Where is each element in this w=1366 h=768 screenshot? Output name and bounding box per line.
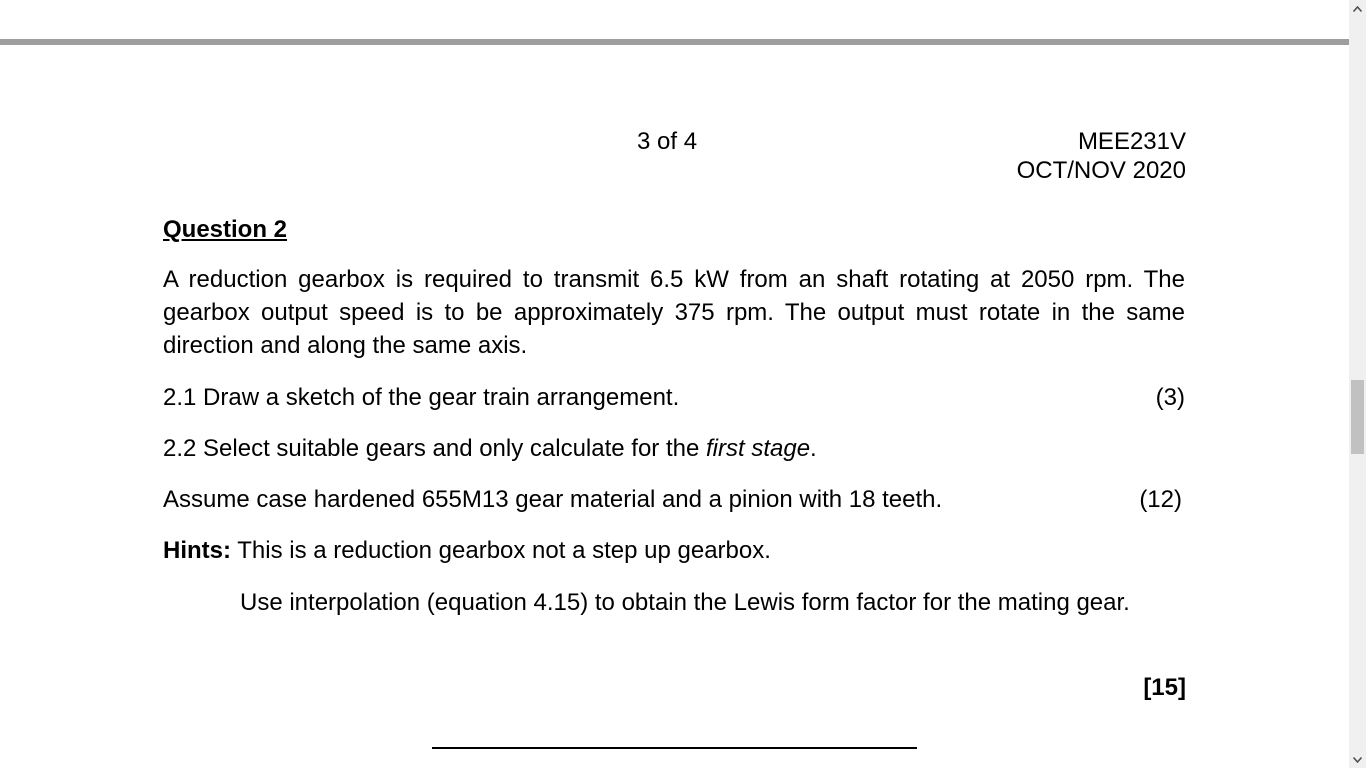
question-heading: Question 2 bbox=[163, 216, 288, 243]
part-2-2-text: 2.2 Select suitable gears and only calculate for the bbox=[163, 435, 706, 462]
hints-label: Hints: bbox=[163, 537, 231, 564]
scroll-thumb[interactable] bbox=[1351, 380, 1364, 454]
question-part-2-1 bbox=[163, 384, 1185, 412]
end-of-question-rule bbox=[432, 747, 917, 749]
scroll-up-button[interactable] bbox=[1349, 0, 1366, 17]
question-intro: A reduction gearbox is required to transmit 6.5 kW from an shaft rotating at 2050 rpm. The gearbox output speed is to be approximately 375 rpm. The output must rotate in the same direction and along the same axis. bbox=[163, 266, 1185, 359]
hints-text: This is a reduction gearbox not a step up gearbox. bbox=[231, 537, 771, 564]
assumption-line bbox=[163, 486, 1185, 514]
part-2-2-period: . bbox=[810, 435, 817, 462]
assumption-marks: (12) bbox=[1139, 486, 1182, 513]
page-number: 3 of 4 bbox=[637, 128, 698, 155]
scroll-down-button[interactable] bbox=[1349, 751, 1366, 768]
vertical-scrollbar[interactable] bbox=[1349, 0, 1366, 768]
exam-date: OCT/NOV 2020 bbox=[1016, 157, 1186, 184]
question-part-2-2 bbox=[163, 435, 1185, 463]
course-code: MEE231V bbox=[1077, 128, 1186, 155]
assumption-text: Assume case hardened 655M13 gear material and a pinion with 18 teeth. bbox=[163, 486, 943, 513]
document-page bbox=[0, 45, 1349, 768]
hints-line bbox=[163, 537, 1185, 565]
part-2-2-emphasis: first stage bbox=[706, 435, 811, 462]
chevron-down-icon bbox=[1353, 757, 1362, 763]
part-2-1-marks: (3) bbox=[1155, 384, 1185, 411]
total-marks: [15] bbox=[1143, 674, 1186, 701]
hints-followup: Use interpolation (equation 4.15) to obtain the Lewis form factor for the mating gear. bbox=[240, 589, 1130, 616]
part-2-1-text: 2.1 Draw a sketch of the gear train arrangement. bbox=[163, 384, 680, 411]
chevron-up-icon bbox=[1353, 6, 1362, 12]
